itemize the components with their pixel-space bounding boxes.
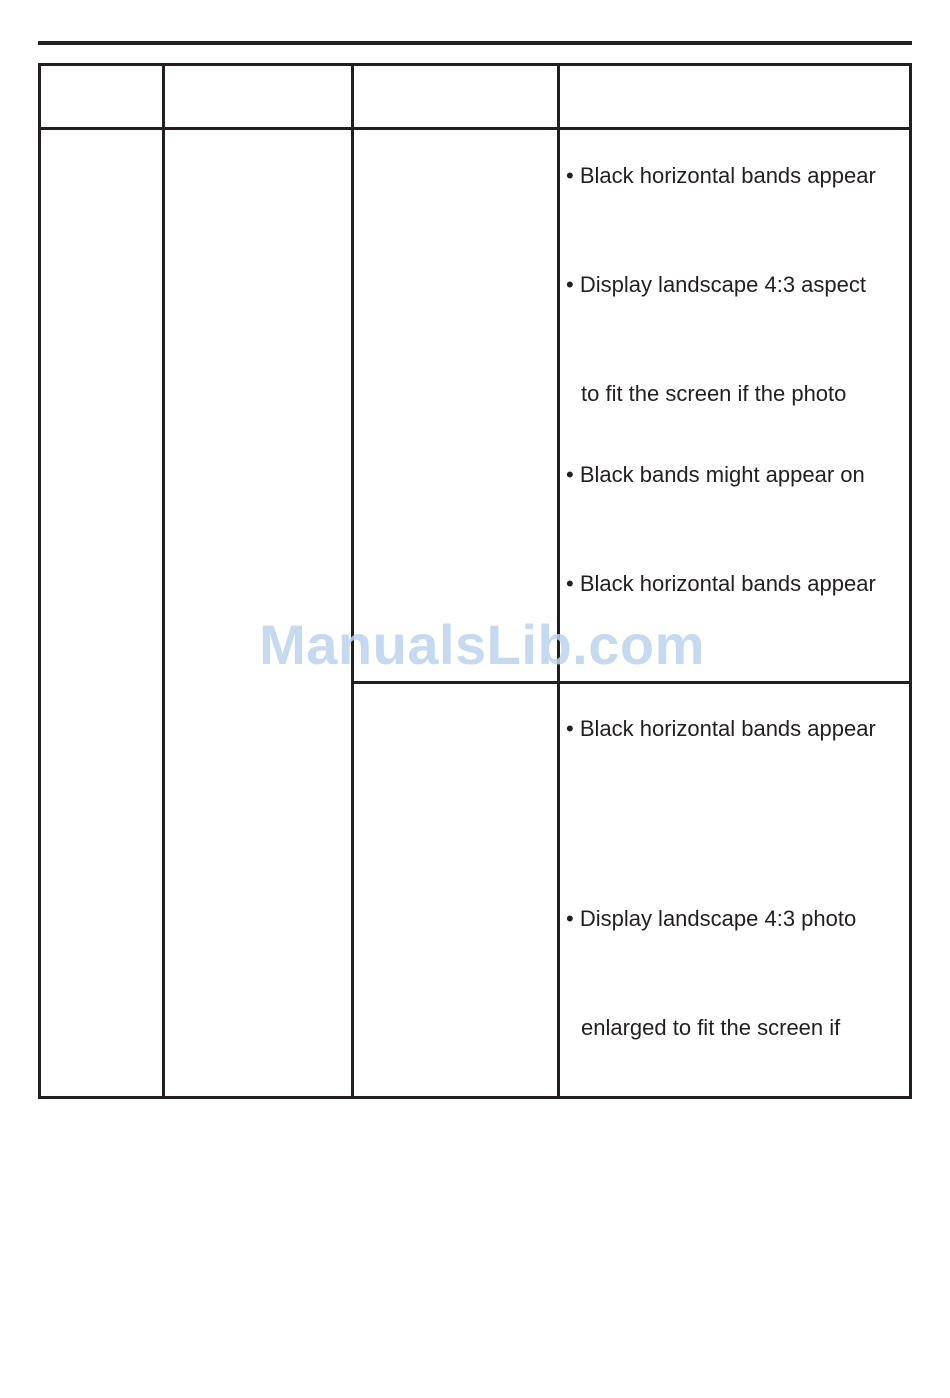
row1-line-2: • Display landscape 4:3 aspect [566,272,866,297]
watermark-logo: ManualsLib.com [259,613,705,676]
row2-line-2: • Display landscape 4:3 photo [566,906,857,931]
column-divider-1 [162,63,165,1099]
column-divider-3 [557,63,560,1099]
header-bottom-border [38,127,912,130]
table-right-border [909,63,912,1099]
row1-line-4: • Black bands might appear on [566,462,865,487]
row1-line-3: to fit the screen if the photo [581,381,847,406]
inner-row-divider [351,681,912,684]
top-rule [38,41,912,45]
table-bottom-border [38,1096,912,1099]
row1-line-5: • Black horizontal bands appear [566,571,876,596]
row2-line-1: • Black horizontal bands appear [566,716,876,741]
table-top-border [38,63,912,66]
column-divider-2 [351,63,354,1099]
table-left-border [38,63,41,1099]
row2-line-3: enlarged to fit the screen if [581,1015,841,1040]
row1-line-1: • Black horizontal bands appear [566,163,876,188]
